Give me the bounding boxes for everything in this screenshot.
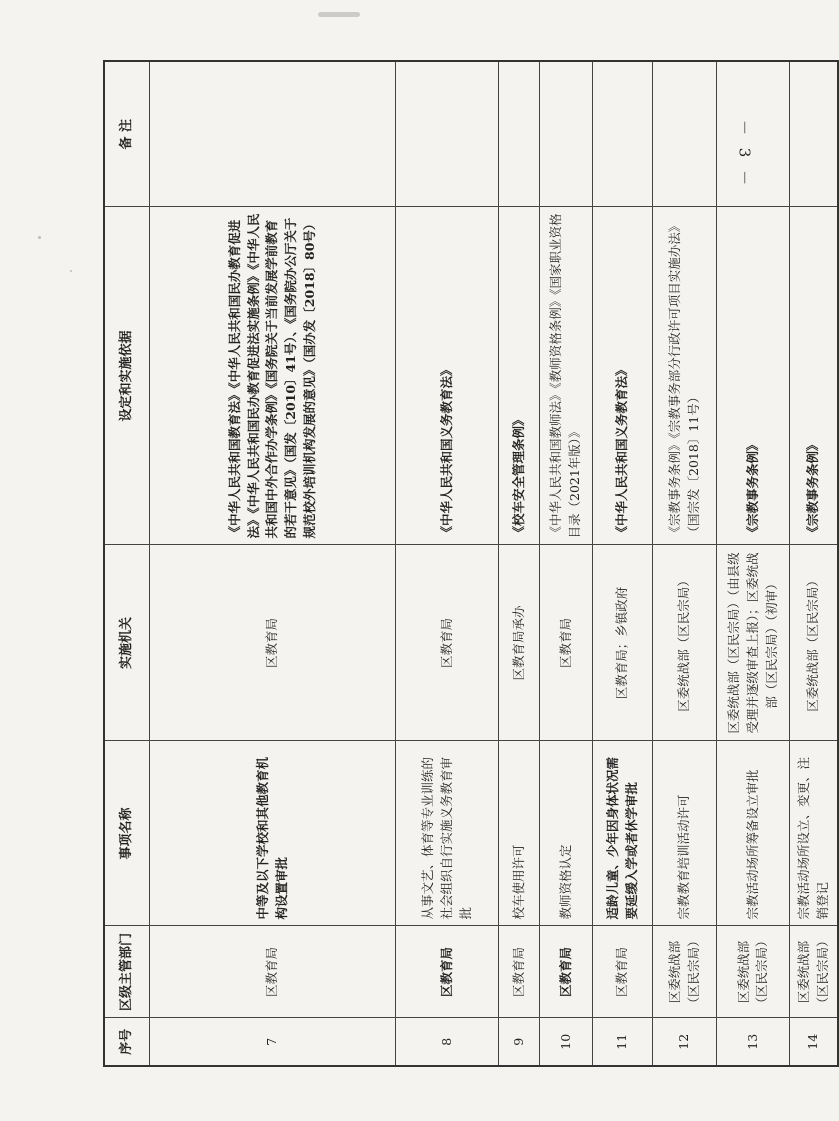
row-serial-number: 10 [539,1018,593,1066]
row-remarks [790,61,838,207]
row-legal-basis: 《中华人民共和国教师法》《教师资格条例》《国家职业资格目录（2021年版）》 [539,207,593,545]
table-row [717,61,790,1066]
scan-speck [70,270,72,272]
table-row [499,61,540,1066]
row-legal-basis: 《宗教事务条例》 [717,207,790,545]
row-implementing-agency: 区教育局 [150,545,396,741]
row-remarks [396,61,499,207]
row-remarks [539,61,593,207]
row-legal-basis: 《宗教事务条例》《宗教事务部分行政许可项目实施办法》（国宗发〔2018〕11号） [653,207,717,545]
row-item-name: 教师资格认定 [539,741,593,926]
row-implementing-agency: 区教育局 [539,545,593,741]
row-legal-basis: 《校车安全管理条例》 [499,207,540,545]
table-row [150,61,396,1066]
table-row [396,61,499,1066]
rotated-table-frame [103,62,839,1067]
row-implementing-agency: 区委统战部（区民宗局）（由县级受理并逐级审查上报）；区委统战部（区民宗局）（初审） [717,545,790,741]
row-remarks [150,61,396,207]
row-implementing-agency: 区教育局；乡镇政府 [593,545,653,741]
table-header-row [104,61,150,1066]
row-department: 区委统战部（区民宗局） [653,926,717,1018]
row-legal-basis: 《中华人民共和国义务教育法》 [396,207,499,545]
row-serial-number: 14 [790,1018,838,1066]
row-department: 区教育局 [396,926,499,1018]
row-remarks [593,61,653,207]
row-legal-basis: 《中华人民共和国义务教育法》 [593,207,653,545]
row-serial-number: 9 [499,1018,540,1066]
row-serial-number: 8 [396,1018,499,1066]
row-remarks [653,61,717,207]
row-department: 区委统战部（区民宗局） [717,926,790,1018]
row-department: 区教育局 [593,926,653,1018]
row-item-name: 校车使用许可 [499,741,540,926]
row-implementing-agency: 区教育局承办 [499,545,540,741]
table-row [539,61,593,1066]
row-remarks [499,61,540,207]
row-implementing-agency: 区委统战部（区民宗局） [653,545,717,741]
scan-speck [38,236,41,239]
row-department: 区教育局 [539,926,593,1018]
header-implementing-agency: 实施机关 [104,545,150,741]
row-implementing-agency: 区委统战部（区民宗局） [790,545,838,741]
header-department: 区级主管部门 [104,926,150,1018]
row-implementing-agency: 区教育局 [396,545,499,741]
row-serial-number: 11 [593,1018,653,1066]
approval-items-table [103,60,839,1067]
page-number: － 3 － [735,120,754,190]
table-row [790,61,838,1066]
scan-smudge [318,12,360,17]
row-department: 区教育局 [150,926,396,1018]
row-item-name: 宗教活动场所设立、变更、注销登记 [790,741,838,926]
table-row [653,61,717,1066]
header-serial-number: 序号 [104,1018,150,1066]
header-legal-basis: 设定和实施依据 [104,207,150,545]
header-remarks: 备 注 [104,61,150,207]
row-item-name: 中等及以下学校和其他教育机构设置审批 [150,741,396,926]
row-serial-number: 13 [717,1018,790,1066]
row-item-name: 适龄儿童、少年因身体状况需要延缓入学或者休学审批 [593,741,653,926]
row-item-name: 从事文艺、体育等专业训练的社会组织自行实施义务教育审批 [396,741,499,926]
row-legal-basis: 《中华人民共和国教育法》《中华人民共和国民办教育促进法》《中华人民共和国民办教育促进法实施条例》《中华人民共和国中外合作办学条例》《国务院关于当前发展学前教育的若干意见》（国发〔2010〕41号）、《国务院办公厅关于规范校外培训机构发展的意见》（国办发〔2018〕80号） [150,207,396,545]
row-item-name: 宗教活动场所筹备设立审批 [717,741,790,926]
row-legal-basis: 《宗教事务条例》 [790,207,838,545]
row-department: 区教育局 [499,926,540,1018]
header-item-name: 事项名称 [104,741,150,926]
row-serial-number: 12 [653,1018,717,1066]
row-department: 区委统战部（区民宗局） [790,926,838,1018]
row-item-name: 宗教教育培训活动许可 [653,741,717,926]
row-serial-number: 7 [150,1018,396,1066]
table-row [593,61,653,1066]
